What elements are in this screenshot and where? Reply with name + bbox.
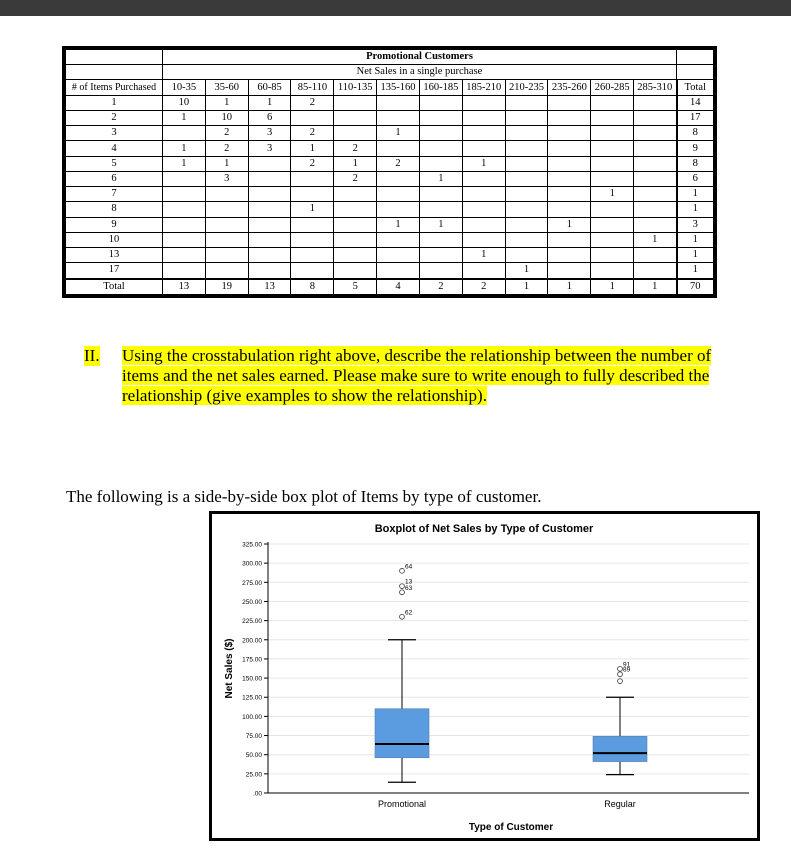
column-total: 1 [505,279,548,295]
row-label: 5 [66,156,163,171]
count-cell: 2 [205,126,248,141]
count-cell [377,141,420,156]
box-iqr [593,736,647,761]
count-cell: 10 [205,110,248,125]
count-cell: 2 [205,141,248,156]
count-cell [334,248,377,263]
count-cell [548,171,591,186]
outlier-point [618,672,623,677]
x-category-label: Regular [604,799,636,809]
outlier-label: 63 [405,584,413,592]
count-cell: 1 [462,156,505,171]
y-tick-label: 200.00 [242,637,262,645]
count-cell [634,126,677,141]
count-cell [462,95,505,110]
count-cell: 1 [377,126,420,141]
count-cell [419,95,462,110]
crosstab-title: Promotional Customers [163,50,677,65]
column-header: 185-210 [462,80,505,95]
count-cell [205,248,248,263]
count-cell: 6 [248,110,291,125]
count-cell [548,202,591,217]
count-cell [248,156,291,171]
count-cell [291,171,334,186]
count-cell [419,202,462,217]
table-row [66,110,714,125]
column-header: 35-60 [205,80,248,95]
count-cell [634,263,677,279]
count-cell [634,248,677,263]
outlier-label: 91 [623,661,631,669]
count-cell: 1 [248,95,291,110]
count-cell [334,110,377,125]
count-cell [377,263,420,279]
y-tick-label: 275.00 [242,579,262,587]
count-cell [205,187,248,202]
column-header: 135-160 [377,80,420,95]
count-cell [591,248,634,263]
count-cell [548,126,591,141]
table-row [66,217,714,232]
boxplot-caption: The following is a side-by-side box plot of Items by type of customer. [66,487,542,506]
column-total: 8 [291,279,334,295]
count-cell [163,232,206,247]
count-cell [634,171,677,186]
count-cell: 1 [591,187,634,202]
row-total: 14 [677,95,714,110]
count-cell [591,232,634,247]
count-cell [419,156,462,171]
count-cell [591,141,634,156]
count-cell [419,187,462,202]
count-cell [548,187,591,202]
outlier-point [400,614,405,619]
count-cell: 1 [163,110,206,125]
count-cell [548,110,591,125]
count-cell [291,187,334,202]
count-cell [591,263,634,279]
count-cell: 1 [291,141,334,156]
count-cell [634,110,677,125]
row-total: 6 [677,171,714,186]
column-header: 260-285 [591,80,634,95]
count-cell [505,232,548,247]
count-cell [548,248,591,263]
boxplot-chart-frame [209,511,760,841]
outlier-label: 64 [405,563,413,571]
count-cell [377,110,420,125]
count-cell [419,110,462,125]
count-cell: 3 [248,141,291,156]
count-cell [419,141,462,156]
table-row [66,95,714,110]
count-cell [634,156,677,171]
outlier-label: 89 [623,666,631,674]
row-header-label: # of Items Purchased [66,80,163,95]
count-cell [291,110,334,125]
column-header: 235-260 [548,80,591,95]
row-label: 17 [66,263,163,279]
table-row [66,232,714,247]
column-header: 85-110 [291,80,334,95]
count-cell [462,141,505,156]
count-cell: 1 [163,156,206,171]
count-cell [205,202,248,217]
count-cell [548,232,591,247]
column-header: 160-185 [419,80,462,95]
column-header: 10-35 [163,80,206,95]
count-cell [505,141,548,156]
y-tick-label: .00 [252,790,262,798]
count-cell [248,171,291,186]
count-cell [291,232,334,247]
count-cell: 3 [248,126,291,141]
crosstab-subtitle: Net Sales in a single purchase [163,65,677,80]
count-cell [205,232,248,247]
total-header: Total [677,80,714,95]
count-cell: 10 [163,95,206,110]
count-cell [377,187,420,202]
count-cell [334,217,377,232]
count-cell [163,248,206,263]
count-cell: 2 [291,156,334,171]
column-total: 13 [163,279,206,295]
count-cell [505,110,548,125]
question-number: II. [84,346,100,365]
count-cell: 1 [377,217,420,232]
row-total: 1 [677,263,714,279]
count-cell [548,263,591,279]
corner-cell [66,65,163,80]
row-label: 9 [66,217,163,232]
count-cell [291,217,334,232]
count-cell [377,202,420,217]
count-cell [291,248,334,263]
count-cell [205,217,248,232]
y-tick-label: 300.00 [242,560,262,568]
count-cell [505,171,548,186]
count-cell [634,187,677,202]
crosstab-table [62,46,717,298]
y-tick-label: 125.00 [242,694,262,702]
count-cell: 2 [334,141,377,156]
count-cell [248,263,291,279]
row-total: 8 [677,126,714,141]
count-cell: 2 [377,156,420,171]
column-total: 5 [334,279,377,295]
count-cell [505,202,548,217]
count-cell: 1 [334,156,377,171]
crosstab-grid [65,49,714,295]
chart-title: Boxplot of Net Sales by Type of Customer [374,523,594,535]
count-cell [505,156,548,171]
x-axis-label: Type of Customer [468,822,554,833]
column-total: 4 [377,279,420,295]
column-header: 60-85 [248,80,291,95]
count-cell: 1 [419,217,462,232]
count-cell [334,263,377,279]
y-axis-label: Net Sales ($) [224,638,235,699]
count-cell [163,187,206,202]
count-cell [591,202,634,217]
outlier-point [400,584,405,589]
count-cell [462,202,505,217]
y-tick-label: 100.00 [242,713,262,721]
outlier-point [400,568,405,573]
count-cell: 2 [291,126,334,141]
count-cell [505,217,548,232]
row-total: 1 [677,232,714,247]
count-cell [591,110,634,125]
count-cell [419,232,462,247]
count-cell [462,126,505,141]
row-total: 1 [677,187,714,202]
count-cell [419,126,462,141]
count-cell [591,171,634,186]
grand-total: 70 [677,279,714,295]
outlier-label: 13 [405,578,413,586]
column-header: 285-310 [634,80,677,95]
column-total: 2 [462,279,505,295]
count-cell: 1 [205,95,248,110]
column-total: 19 [205,279,248,295]
count-cell [334,202,377,217]
row-total: 3 [677,217,714,232]
column-total: 1 [634,279,677,295]
row-label: 4 [66,141,163,156]
count-cell [163,202,206,217]
count-cell [548,95,591,110]
count-cell: 1 [163,141,206,156]
outlier-point [400,590,405,595]
y-tick-label: 25.00 [245,771,262,779]
count-cell [248,248,291,263]
count-cell [334,126,377,141]
y-tick-label: 150.00 [242,675,262,683]
table-row [66,187,714,202]
count-cell [634,217,677,232]
count-cell [505,248,548,263]
column-header: 210-235 [505,80,548,95]
count-cell [634,141,677,156]
count-cell: 1 [634,232,677,247]
table-row [66,202,714,217]
count-cell [634,95,677,110]
outlier-label: 62 [405,609,413,617]
corner-cell [66,50,163,65]
count-cell: 1 [548,217,591,232]
row-total: 1 [677,202,714,217]
count-cell [634,202,677,217]
count-cell [591,126,634,141]
box-iqr [375,709,429,758]
y-tick-label: 175.00 [242,656,262,664]
row-label: 3 [66,126,163,141]
y-tick-label: 325.00 [242,541,262,549]
count-cell [163,217,206,232]
corner-cell [677,65,714,80]
question-text: Using the crosstabulation right above, describe the relationship between the number of items and the net sales earned. Please make sure to write enough to fully described the relationship (give examples to show the relationship). [122,346,712,405]
column-total: 1 [591,279,634,295]
count-cell [419,248,462,263]
count-cell [377,232,420,247]
column-total: 2 [419,279,462,295]
top-bar [0,0,791,16]
row-label: 1 [66,95,163,110]
count-cell [591,95,634,110]
table-row [66,156,714,171]
count-cell: 1 [419,171,462,186]
column-total: 1 [548,279,591,295]
count-cell [462,171,505,186]
total-row-label: Total [66,279,163,295]
row-label: 10 [66,232,163,247]
count-cell [163,126,206,141]
table-row [66,126,714,141]
outlier-point [618,679,623,684]
count-cell [248,187,291,202]
count-cell [505,126,548,141]
count-cell: 1 [462,248,505,263]
count-cell [591,156,634,171]
count-cell [591,217,634,232]
table-row [66,141,714,156]
count-cell [377,248,420,263]
count-cell [334,232,377,247]
table-row [66,171,714,186]
count-cell: 2 [291,95,334,110]
count-cell [334,95,377,110]
count-cell [248,232,291,247]
count-cell [248,202,291,217]
count-cell: 1 [205,156,248,171]
question-block [84,346,744,406]
total-row [66,279,714,295]
count-cell [548,156,591,171]
column-header: 110-135 [334,80,377,95]
count-cell [377,171,420,186]
count-cell [205,263,248,279]
row-total: 8 [677,156,714,171]
row-total: 9 [677,141,714,156]
y-tick-label: 225.00 [242,618,262,626]
y-tick-label: 75.00 [245,733,262,741]
row-label: 2 [66,110,163,125]
table-row [66,263,714,279]
y-tick-label: 50.00 [245,752,262,760]
x-category-label: Promotional [377,799,427,809]
count-cell [248,217,291,232]
count-cell [377,95,420,110]
row-label: 6 [66,171,163,186]
count-cell [462,217,505,232]
row-label: 8 [66,202,163,217]
row-label: 7 [66,187,163,202]
y-tick-label: 250.00 [242,598,262,606]
row-total: 17 [677,110,714,125]
count-cell [462,232,505,247]
count-cell [163,171,206,186]
column-total: 13 [248,279,291,295]
outlier-point [618,666,623,671]
count-cell [291,263,334,279]
count-cell [462,187,505,202]
count-cell [462,110,505,125]
count-cell [505,187,548,202]
table-row [66,248,714,263]
corner-cell [677,50,714,65]
count-cell [419,263,462,279]
count-cell [548,141,591,156]
count-cell: 3 [205,171,248,186]
count-cell: 2 [334,171,377,186]
count-cell: 1 [505,263,548,279]
count-cell [163,263,206,279]
count-cell [505,95,548,110]
boxplot-chart [212,514,757,838]
row-label: 13 [66,248,163,263]
count-cell [334,187,377,202]
count-cell [462,263,505,279]
row-total: 1 [677,248,714,263]
count-cell: 1 [291,202,334,217]
